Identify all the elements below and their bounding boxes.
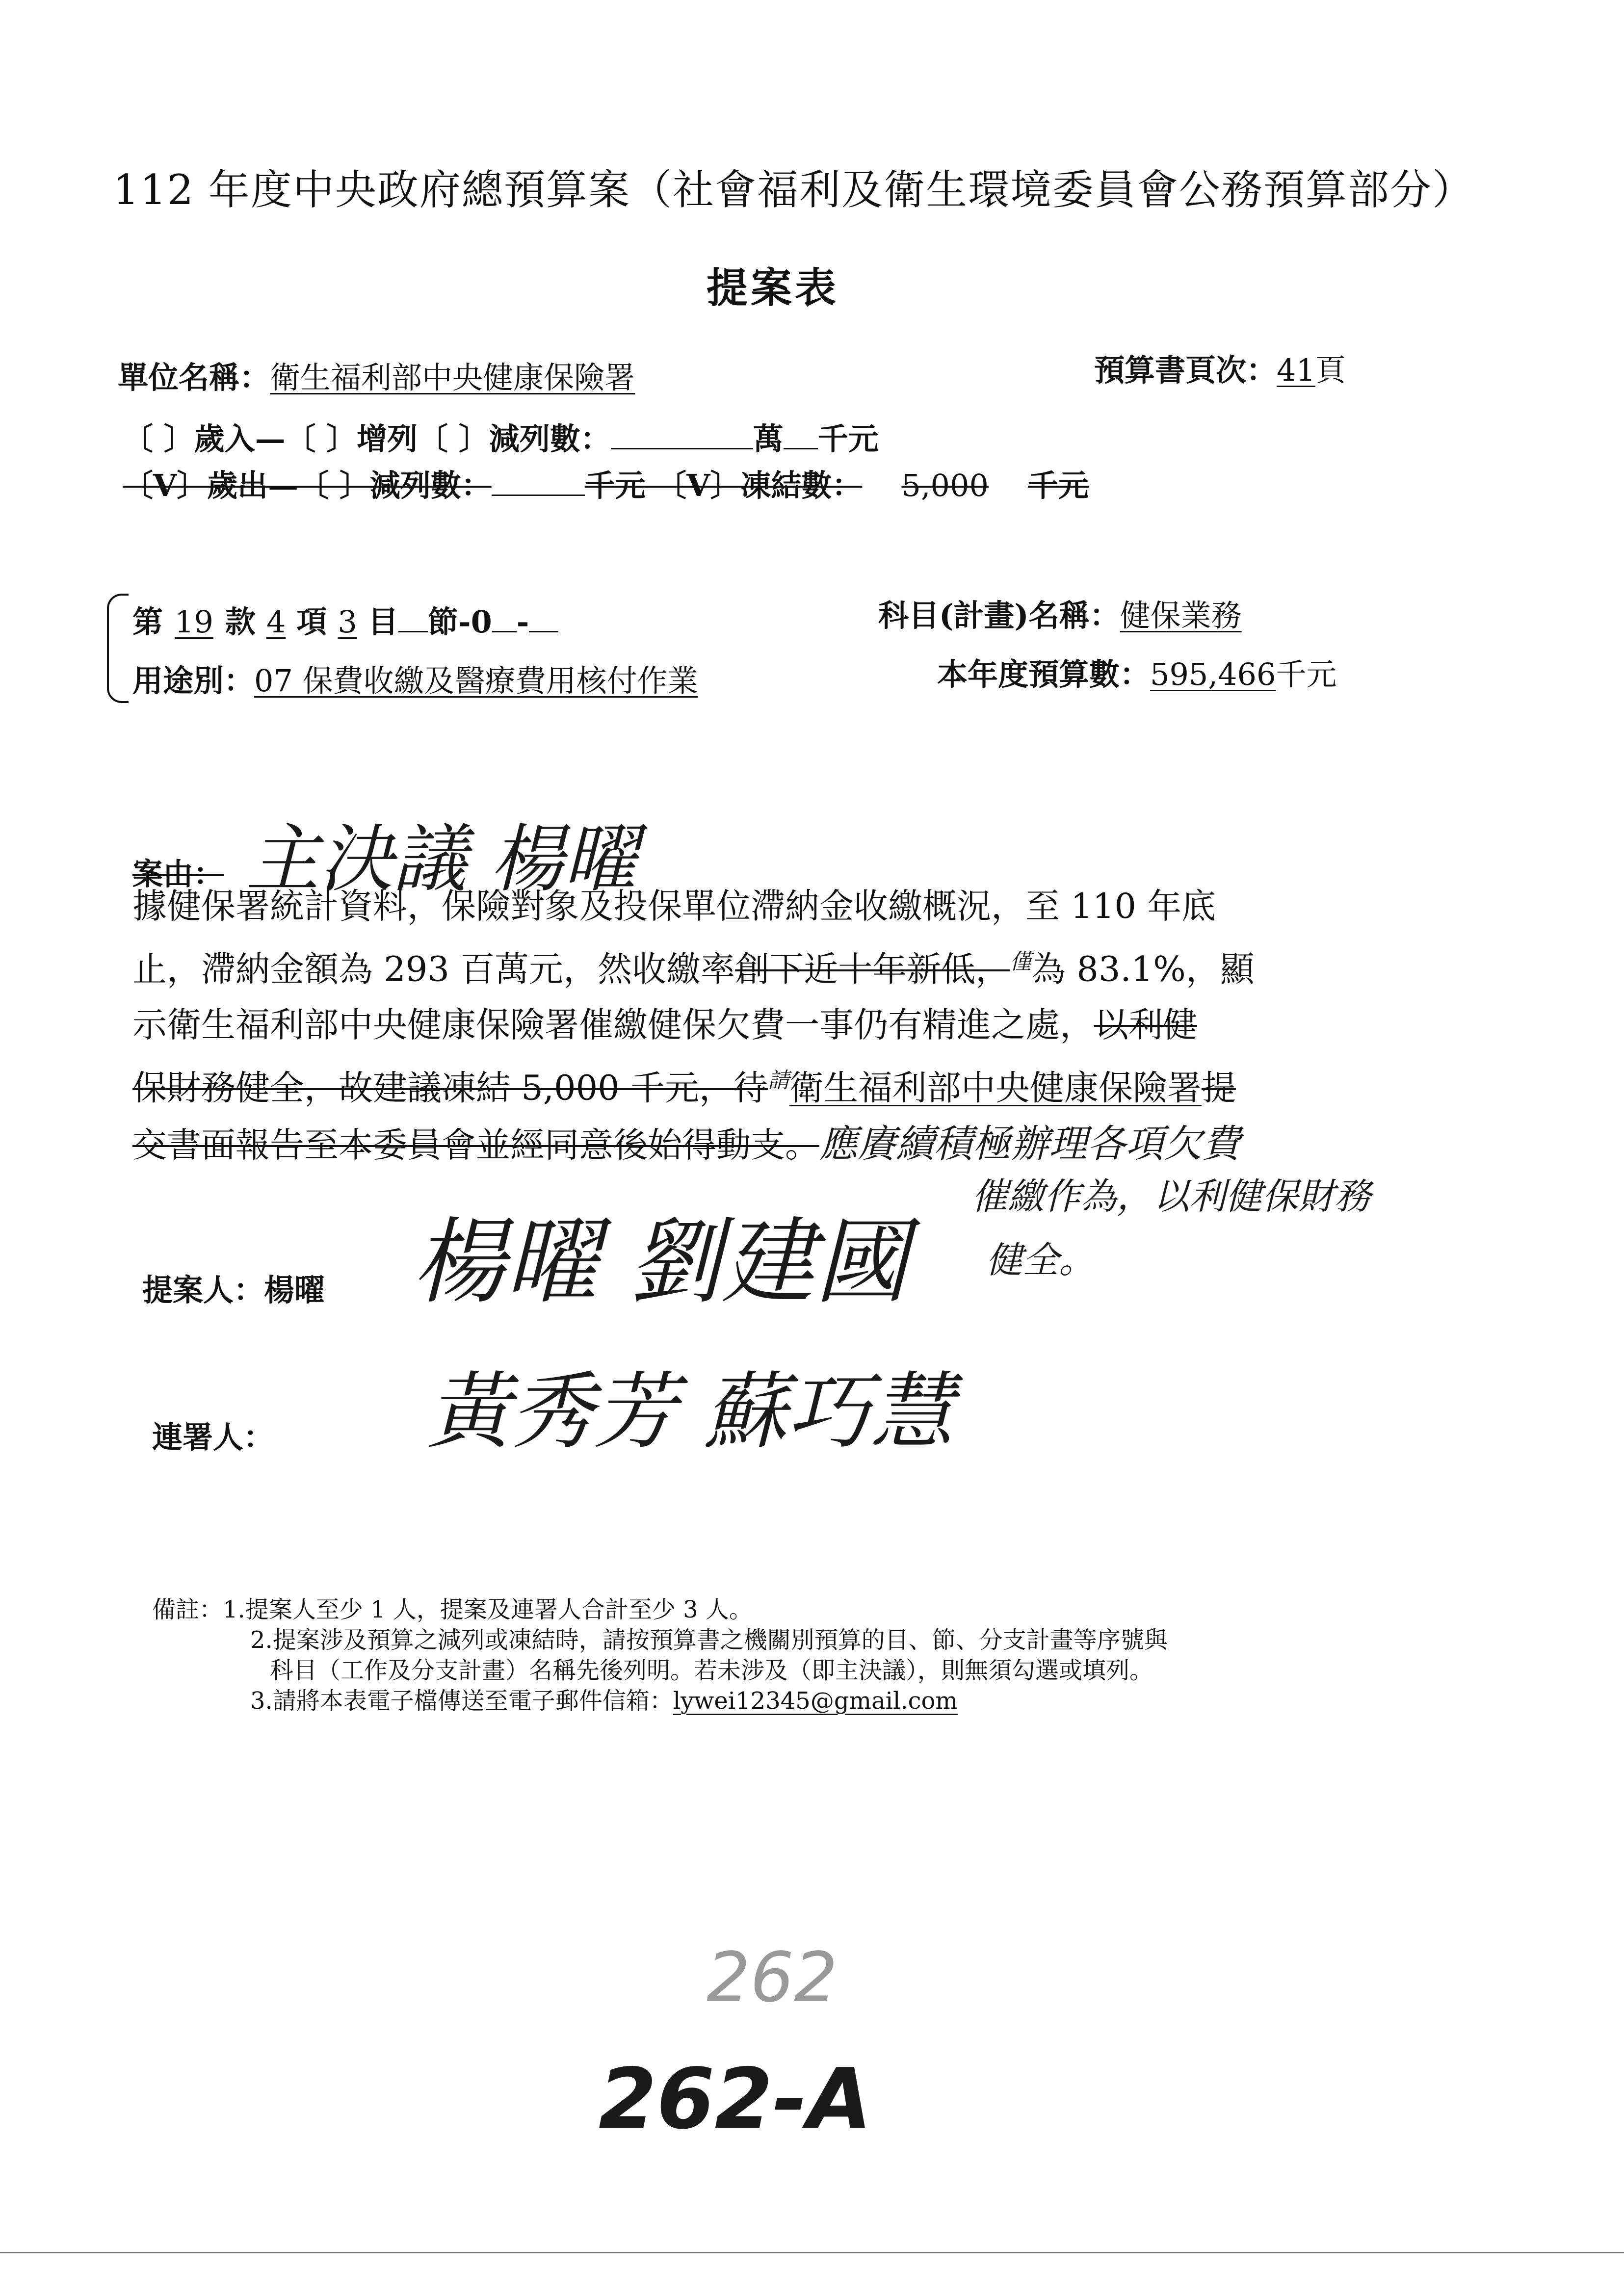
item-di: 第 <box>132 604 163 640</box>
item-code-row <box>132 598 558 641</box>
budget-label: 本年度預算數： <box>937 656 1151 692</box>
revenue-line <box>123 415 879 458</box>
body-l4a: 衛生福利部中央健康保險署 <box>789 1068 1202 1108</box>
subject-value: 健保業務 <box>1120 598 1242 633</box>
expense-part1: 〔V〕歲出—〔 〕減列數： <box>123 468 492 503</box>
item-blank-jie <box>398 607 428 632</box>
notes-label: 備註： <box>152 1596 223 1623</box>
proposal-body <box>132 878 1428 1173</box>
budget-unit: 千元 <box>1276 656 1337 692</box>
footer-rule <box>0 2252 1624 2253</box>
page-ref-label: 預算書頁次： <box>1094 352 1277 388</box>
proposer-label: 提案人： <box>142 1272 264 1308</box>
reason-label: 案由： <box>132 856 224 892</box>
cosigner-signatures: 黃秀芳 蘇巧慧 <box>427 1363 954 1461</box>
body-l3-struck: 以利健 <box>1094 1005 1197 1045</box>
item-blank-b <box>529 607 558 632</box>
body-l4-struck-3: 待 <box>733 1068 768 1108</box>
body-l2-insert: 僅 <box>1010 949 1032 974</box>
expense-blank <box>492 471 585 496</box>
page-number-ink: 262-A <box>599 2051 872 2148</box>
page-number-pencil: 262 <box>707 1938 838 2018</box>
freeze-amount: 5,000 <box>901 468 989 503</box>
form-subtitle: 提案表 <box>707 263 839 312</box>
use-row <box>132 656 698 700</box>
body-line-3 <box>132 997 1428 1053</box>
subject-label: 科目(計畫)名稱： <box>878 598 1120 633</box>
body-l2b: 為 83.1%，顯 <box>1031 949 1255 990</box>
page-ref-row <box>1094 346 1346 390</box>
note-2a: 2.提案涉及預算之減列或凍結時，請按預算書之機關別預算的目、節、分支計畫等序號與 <box>250 1626 1168 1654</box>
reason-handwritten: 主決議 楊曜 <box>246 817 637 902</box>
body-line-4 <box>132 1053 1428 1116</box>
body-l4-struck-4: 提 <box>1201 1068 1236 1108</box>
note-3: 3.請將本表電子檔傳送至電子郵件信箱： <box>250 1687 673 1715</box>
proposer-row <box>142 1266 325 1309</box>
body-l5-handwritten: 應賡續積極辦理各項欠費 <box>819 1122 1241 1166</box>
expense-part3: 千元 <box>1027 468 1089 503</box>
revenue-wan: 萬 <box>753 421 784 457</box>
unit-label: 單位名稱： <box>118 360 270 395</box>
page-ref-value: 41 <box>1277 352 1315 388</box>
body-l3a: 示衛生福利部中央健康保險署催繳健保欠費一事仍有精進之處， <box>132 1005 1094 1045</box>
body-l2-struck: 創下近十年新低， <box>735 949 1010 990</box>
body-line-6: 催繳作為，以利健保財務 <box>971 1175 1371 1218</box>
proposer-value: 楊曜 <box>264 1272 325 1308</box>
form-title: 112 年度中央政府總預算案（社會福利及衛生環境委員會公務預算部分） <box>113 166 1475 214</box>
body-line-2 <box>132 934 1428 997</box>
revenue-prefix: 〔 〕歲入—〔 〕增列〔 〕減列數： <box>123 421 611 457</box>
body-line-7: 健全。 <box>986 1239 1095 1281</box>
item-kuan-label: 款 <box>225 604 256 640</box>
body-l2a: 止，滯納金額為 293 百萬元，然收繳率 <box>132 949 735 990</box>
budget-row <box>937 650 1336 694</box>
email-link[interactable]: lywei12345@gmail.com <box>673 1687 958 1715</box>
revenue-blank-thousand <box>784 424 818 449</box>
body-l5-struck: 交書面報告至本委員會並經同意後始得動支。 <box>132 1124 819 1165</box>
note-3-row <box>152 1686 1168 1716</box>
note-2b: 科目（工作及分支計畫）名稱先後列明。若未涉及（即主決議），則無須勾選或填列。 <box>270 1657 1153 1684</box>
body-line-1 <box>132 878 1428 934</box>
body-l4-struck-2: 故建議凍結 5,000 千元， <box>339 1068 733 1108</box>
note-1: 1.提案人至少 1 人，提案及連署人合計至少 3 人。 <box>223 1596 753 1623</box>
cosigner-label: 連署人： <box>152 1419 274 1455</box>
item-xiang: 4 <box>266 604 286 640</box>
body-l4-struck-1: 保財務健全， <box>132 1068 339 1108</box>
use-label: 用途別： <box>132 663 255 699</box>
item-kuan: 19 <box>175 604 213 640</box>
unit-row <box>118 353 635 397</box>
item-mu: 3 <box>338 604 357 640</box>
item-blank-a <box>492 607 517 632</box>
expense-part2: 千元 〔V〕凍結數： <box>584 468 863 503</box>
expense-line <box>123 461 1089 505</box>
item-xiang-label: 項 <box>296 604 327 640</box>
item-dash: - <box>516 604 529 640</box>
subject-row <box>878 591 1242 635</box>
item-jie: 節-0 <box>427 604 492 640</box>
revenue-blank-wan <box>611 424 753 449</box>
note-1-row <box>152 1594 1168 1625</box>
notes-block <box>152 1594 1168 1716</box>
item-bracket <box>107 594 129 703</box>
proposer-signatures: 楊曜 劉建國 <box>412 1208 908 1316</box>
body-l1b: ，至 110 年底 <box>991 886 1216 926</box>
cosigner-row <box>152 1413 274 1457</box>
body-l1a: 據健保署統計資料，保險對象及投保單位滯納金收繳概況 <box>132 886 991 926</box>
item-mu-label: 目 <box>367 604 398 640</box>
body-l4-insert: 請 <box>767 1068 789 1094</box>
use-value: 07 保費收繳及醫療費用核付作業 <box>254 663 698 699</box>
page-ref-suffix: 頁 <box>1315 352 1346 388</box>
budget-value: 595,466 <box>1150 656 1276 692</box>
body-line-5 <box>132 1116 1428 1173</box>
revenue-thousand: 千元 <box>817 421 879 457</box>
unit-value: 衛生福利部中央健康保險署 <box>270 360 635 395</box>
